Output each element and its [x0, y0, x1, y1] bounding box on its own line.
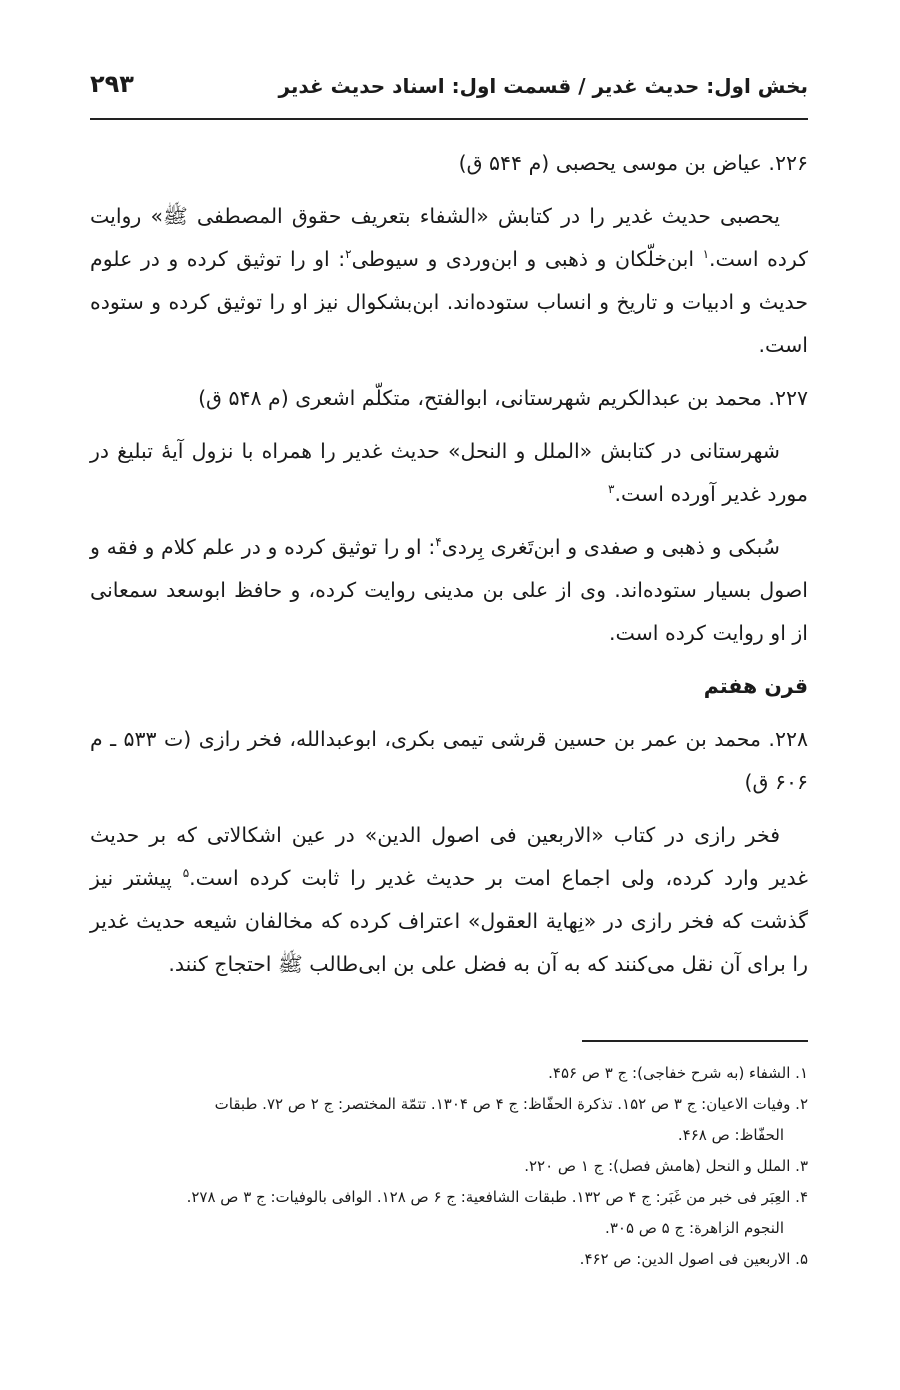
paragraph-text: سُبکی و ذهبی و صفدی و ابن‌تَغری بِردی [441, 535, 780, 559]
running-title: بخش اول: حدیث غدیر / قسمت اول: اسناد حدیث غدیر [278, 74, 808, 98]
entry-title: ۲۲۶. عیاض بن موسی یحصبی (م ۵۴۴ ق) [458, 151, 808, 175]
main-text [90, 142, 808, 996]
footnote-ref[interactable]: ۵ [182, 866, 190, 881]
paragraph-text: پیشتر نیز گذشت که فخر رازی در «نِهایة العقول» اعتراف کرده که مخالفان شیعه حدیث غدیر را برای آن نقل می‌کنند که به آن به فضل علی بن ابی‌طالب ﷺ احتجاج کنند. [90, 866, 808, 976]
entry-paragraph [90, 195, 808, 367]
footnote-ref[interactable]: ۱ [702, 247, 710, 262]
paragraph-text: : او را توثیق کرده و در علوم حدیث و ادبیات و تاریخ و انساب ستوده‌اند. ابن‌بشکوال نیز او را توثیق کرده و ستوده است. [90, 247, 808, 357]
entry-paragraph [90, 814, 808, 986]
footnote-ref[interactable]: ۳ [608, 482, 615, 497]
footnote-item: ۱. الشفاء (به شرح خفاجی): ج ۳ ص ۴۵۶. [548, 1064, 808, 1082]
entry-paragraph [90, 526, 808, 655]
running-header [90, 70, 808, 110]
footnote-item: ۳. الملل و النحل (هامش فصل): ج ۱ ص ۲۲۰. [524, 1157, 808, 1175]
section-heading: قرن هفتم [703, 674, 808, 698]
footnote-item: ۵. الاربعین فی اصول الدین: ص ۴۶۲. [579, 1250, 808, 1268]
paragraph-text: یحصبی حدیث غدیر را در کتابش «الشفاء بتعریف حقوق المصطفی ﷺ» روایت کرده است. [90, 204, 809, 271]
entry-paragraph [90, 430, 808, 516]
entry-title: ۲۲۷. محمد بن عبدالکریم شهرستانی، ابوالفتح، متکلّم اشعری (م ۵۴۸ ق) [198, 386, 808, 410]
header-rule [90, 118, 808, 120]
footnote-ref[interactable]: ۴ [435, 535, 442, 550]
footnotes [90, 1058, 808, 1275]
footnote-ref[interactable]: ۲ [345, 247, 352, 262]
paragraph-text: شهرستانی در کتابش «الملل و النحل» حدیث غدیر را همراه با نزول آیهٔ تبلیغ در مورد غدیر آورده است. [90, 439, 808, 506]
footnote-item: ۴. العِبَر فی خبر من غَبَر: ج ۴ ص ۱۳۲. طبقات الشافعیة: ج ۶ ص ۱۲۸. الوافی بالوفیات: ج ۳ ص ۲۷۸. [186, 1188, 808, 1206]
footnote-item: ۲. وفیات الاعیان: ج ۳ ص ۱۵۲. تذکرة الحفّاظ: ج ۴ ص ۱۳۰۴. تتمّة المختصر: ج ۲ ص ۷۲. طبقات [214, 1095, 808, 1113]
footnote-continuation: النجوم الزاهرة: ج ۵ ص ۳۰۵. [605, 1219, 784, 1237]
page-number: ۲۹۳ [90, 70, 134, 98]
footnote-rule [582, 1040, 808, 1042]
paragraph-text: : او را توثیق کرده و در علم کلام و فقه و اصول بسیار ستوده‌اند. وی از علی بن مدینی روایت کرده، و حافظ ابوسعد سمعانی از او روایت کرده است. [90, 535, 808, 645]
footnote-continuation: الحفّاظ: ص ۴۶۸. [677, 1126, 784, 1144]
paragraph-text: فخر رازی در کتاب «الاربعین فی اصول الدین» در عین اشکالاتی که بر حدیث غدیر وارد کرده، ولی اجماع امت بر حدیث غدیر را ثابت کرده است. [90, 823, 808, 890]
entry-title: ۲۲۸. محمد بن عمر بن حسین قرشی تیمی بکری، ابوعبدالله، فخر رازی (ت ۵۳۳ ـ م ۶۰۶ ق) [90, 727, 808, 794]
paragraph-text: ابن‌خلّکان و ذهبی و ابن‌وردی و سیوطی [351, 247, 703, 271]
